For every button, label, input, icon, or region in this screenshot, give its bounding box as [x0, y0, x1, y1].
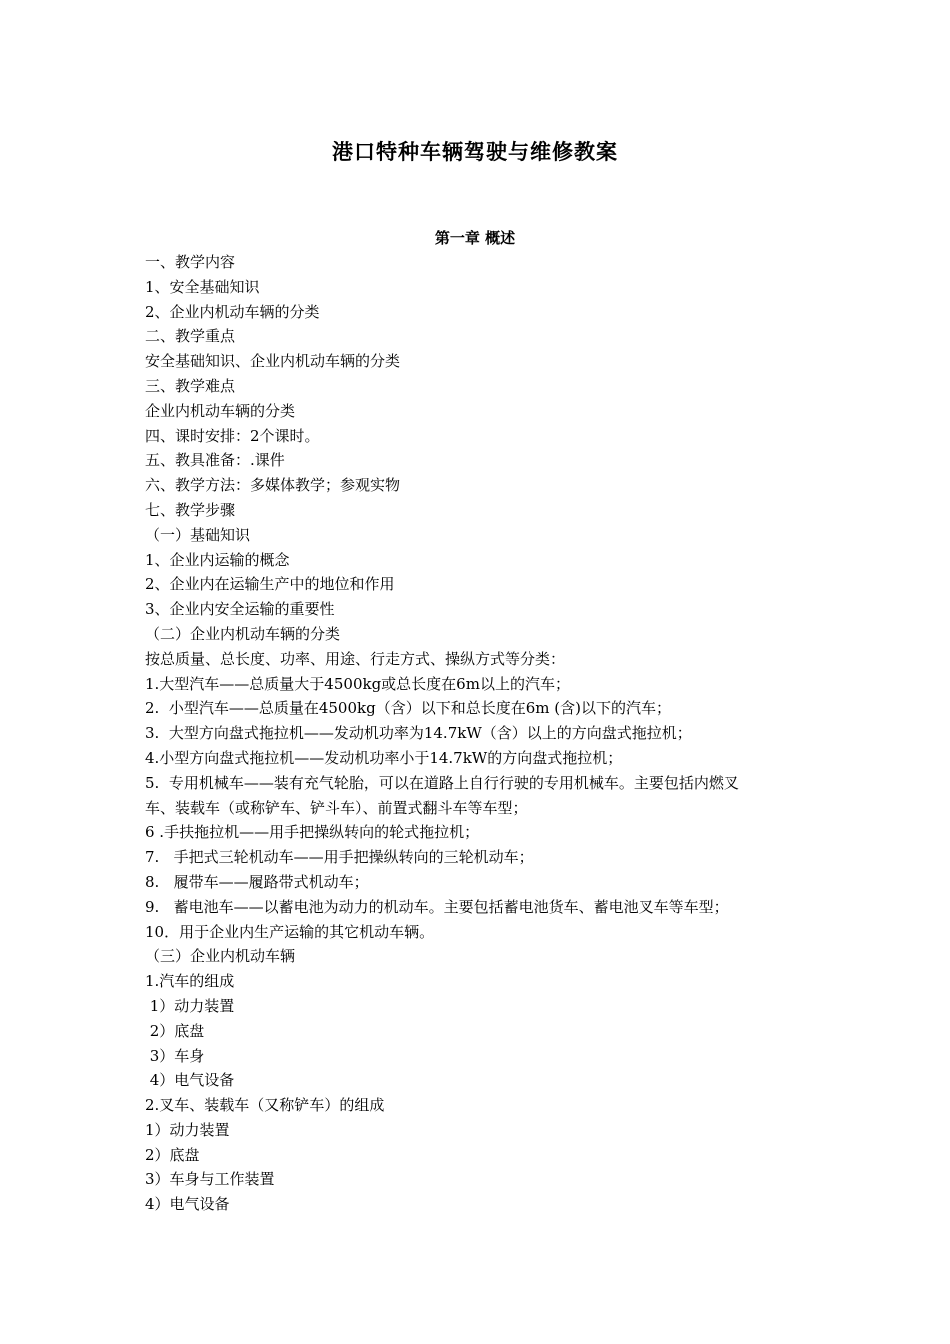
- text-line: 3）车身: [145, 1046, 205, 1065]
- text-line: 2）底盘: [145, 1145, 200, 1164]
- text-line: 3. 大型方向盘式拖拉机——发动机功率为14.7kW（含）以上的方向盘式拖拉机；: [145, 724, 692, 743]
- text-line: 五、教具准备：.课件: [145, 451, 285, 470]
- text-line: 按总质量、总长度、功率、用途、行走方式、操纵方式等分类：: [145, 649, 566, 668]
- text-line: 企业内机动车辆的分类: [145, 401, 296, 420]
- text-line: 8. 履带车——履路带式机动车；: [145, 872, 369, 891]
- text-line: 4.小型方向盘式拖拉机——发动机功率小于14.7kW的方向盘式拖拉机；: [145, 748, 623, 767]
- text-line: 安全基础知识、企业内机动车辆的分类: [145, 352, 401, 371]
- text-line: 1）动力装置: [145, 1120, 230, 1139]
- text-line: 1、企业内运输的概念: [145, 550, 290, 569]
- body-text: [145, 250, 825, 1217]
- text-line: 2、企业内机动车辆的分类: [145, 302, 320, 321]
- text-line: 七、教学步骤: [145, 500, 236, 519]
- text-line: 9. 蓄电池车——以蓄电池为动力的机动车。主要包括蓄电池货车、蓄电池叉车等车型；: [145, 897, 729, 916]
- text-line: 1.大型汽车——总质量大于4500kg或总长度在6m以上的汽车；: [145, 674, 570, 693]
- text-line: （二）企业内机动车辆的分类: [145, 624, 341, 643]
- text-line: 六、教学方法：多媒体教学；参观实物: [145, 476, 401, 495]
- text-line: 2.叉车、装载车（又称铲车）的组成: [145, 1096, 385, 1115]
- text-line: 1.汽车的组成: [145, 972, 235, 991]
- text-line: 二、教学重点: [145, 327, 236, 346]
- document-title: 港口特种车辆驾驶与维修教案: [332, 139, 618, 164]
- chapter-title: 第一章 概述: [434, 229, 516, 247]
- text-line: （三）企业内机动车辆: [145, 947, 296, 966]
- text-line: （一）基础知识: [145, 525, 251, 544]
- text-line: 2. 小型汽车——总质量在4500kg（含）以下和总长度在6m (含)以下的汽车；: [145, 699, 671, 718]
- text-line: 一、教学内容: [145, 253, 236, 271]
- text-line: 四、课时安排：2个课时。: [145, 426, 320, 445]
- text-line: 5. 专用机械车——装有充气轮胎，可以在道路上自行行驶的专用机械车。主要包括内燃叉: [145, 773, 739, 792]
- text-line: 车、装载车（或称铲车、铲斗车）、前置式翻斗车等车型；: [145, 798, 528, 817]
- text-line: 4）电气设备: [145, 1195, 230, 1214]
- text-line: 三、教学难点: [145, 376, 236, 395]
- text-line: 1）动力装置: [145, 996, 235, 1015]
- text-line: 3、企业内安全运输的重要性: [145, 600, 335, 619]
- text-line: 3）车身与工作装置: [145, 1170, 275, 1189]
- text-line: 7. 手把式三轮机动车——用手把操纵转向的三轮机动车；: [145, 848, 534, 867]
- text-line: 2）底盘: [145, 1021, 205, 1040]
- text-line: 10．用于企业内生产运输的其它机动车辆。: [145, 922, 435, 941]
- text-line: 4）电气设备: [145, 1071, 235, 1090]
- text-line: 6 .手扶拖拉机——用手把操纵转向的轮式拖拉机；: [145, 823, 480, 842]
- text-line: 2、企业内在运输生产中的地位和作用: [145, 575, 395, 594]
- text-line: 1、安全基础知识: [145, 277, 260, 296]
